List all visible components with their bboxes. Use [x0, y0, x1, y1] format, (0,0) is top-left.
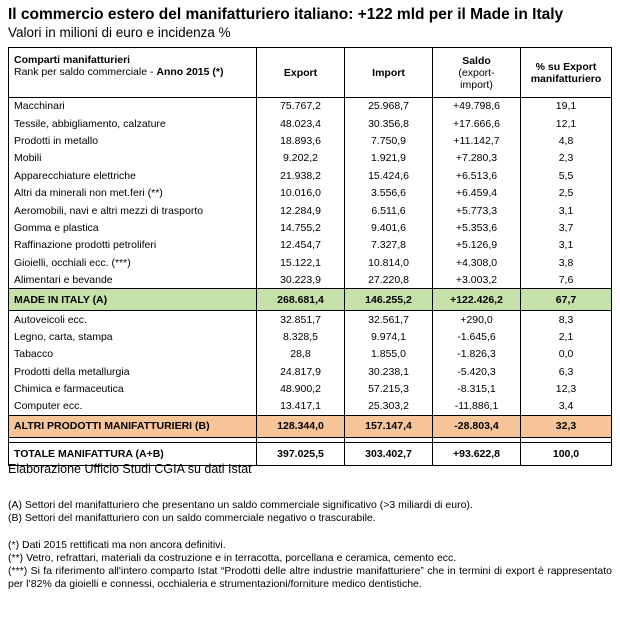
table-row: [9, 115, 612, 132]
table-cell-name: Macchinari: [9, 98, 257, 115]
table-cell-saldo: +5.773,3: [433, 202, 521, 219]
table-row: [9, 219, 612, 236]
table-cell-export: 12.454,7: [257, 237, 345, 254]
table-cell-pct: 8,3: [521, 311, 612, 328]
table-cell-saldo: -1.645,6: [433, 328, 521, 345]
table-cell-export: 30.223,9: [257, 271, 345, 288]
page-title: Il commercio estero del manifatturiero italiano: +122 mld per il Made in Italy: [8, 6, 564, 23]
table-cell-name: Autoveicoli ecc.: [9, 311, 257, 328]
made-in-italy-total-row: [9, 289, 612, 311]
header-saldo-sub1: (export-: [458, 66, 495, 79]
table-cell-export: 24.817,9: [257, 363, 345, 380]
table-cell-export: 8.328,5: [257, 328, 345, 345]
table-cell-saldo: +5.126,9: [433, 237, 521, 254]
header-year-label: Anno 2015 (*): [156, 66, 224, 78]
table-cell-export: 397.025,5: [257, 442, 345, 465]
header-pct: [521, 48, 612, 98]
table-cell-import: 10.814,0: [345, 254, 433, 271]
table-cell-name: TOTALE MANIFATTURA (A+B): [9, 442, 257, 465]
table-cell-name: Tessile, abbigliamento, calzature: [9, 115, 257, 132]
table-cell-export: 10.016,0: [257, 184, 345, 201]
table-cell-pct: 3,8: [521, 254, 612, 271]
table-cell-pct: 3,1: [521, 202, 612, 219]
table-cell-name: MADE IN ITALY (A): [9, 289, 257, 311]
table-cell-export: 9.202,2: [257, 150, 345, 167]
table-cell-pct: 3,7: [521, 219, 612, 236]
table-cell-import: 25.968,7: [345, 98, 433, 115]
table-cell-import: 15.424,6: [345, 167, 433, 184]
table-cell-pct: 2,3: [521, 150, 612, 167]
table-cell-export: 13.417,1: [257, 398, 345, 415]
table-row: [9, 271, 612, 288]
table-cell-name: Mobili: [9, 150, 257, 167]
header-pct-line2: manifatturiero: [530, 72, 602, 85]
table-row: [9, 254, 612, 271]
table-cell-pct: 12,1: [521, 115, 612, 132]
table-cell-export: 14.755,2: [257, 219, 345, 236]
table-cell-name: Gomma e plastica: [9, 219, 257, 236]
table-cell-export: 32.851,7: [257, 311, 345, 328]
table-cell-name: Legno, carta, stampa: [9, 328, 257, 345]
table-cell-import: 9.974,1: [345, 328, 433, 345]
table-cell-import: 303.402,7: [345, 442, 433, 465]
table-row: [9, 346, 612, 363]
table-cell-name: Apparecchiature elettriche: [9, 167, 257, 184]
table-cell-name: Computer ecc.: [9, 398, 257, 415]
table-cell-pct: 4,8: [521, 132, 612, 149]
table-cell-saldo: +6.459,4: [433, 184, 521, 201]
table-row: [9, 363, 612, 380]
table-cell-name: Chimica e farmaceutica: [9, 380, 257, 397]
table-cell-export: 48.023,4: [257, 115, 345, 132]
table-cell-name: Tabacco: [9, 346, 257, 363]
table-cell-pct: 67,7: [521, 289, 612, 311]
made-in-italy-rows: [9, 98, 612, 289]
table-cell-pct: 7,6: [521, 271, 612, 288]
table-header-row: [9, 48, 612, 98]
header-sector-subtitle: [14, 66, 251, 78]
table-cell-saldo: -11.886,1: [433, 398, 521, 415]
table-cell-name: Prodotti in metallo: [9, 132, 257, 149]
other-total-row: [9, 415, 612, 437]
table-row: [9, 132, 612, 149]
table-cell-saldo: +290,0: [433, 311, 521, 328]
footnotes: [8, 539, 612, 591]
table-cell-import: 30.238,1: [345, 363, 433, 380]
table-cell-pct: 2,1: [521, 328, 612, 345]
table-cell-name: Gioielli, occhiali ecc. (***): [9, 254, 257, 271]
table-cell-saldo: +93.622,8: [433, 442, 521, 465]
table-cell-pct: 19,1: [521, 98, 612, 115]
footnote-star2: (**) Vetro, refrattari, materiali da costruzione e in terracotta, porcellana e ceramica, cemento ecc.: [8, 552, 457, 564]
table-cell-saldo: +4.308,0: [433, 254, 521, 271]
table-cell-import: 157.147,4: [345, 415, 433, 437]
table-cell-import: 146.255,2: [345, 289, 433, 311]
table-cell-name: Alimentari e bevande: [9, 271, 257, 288]
table-cell-name: Aeromobili, navi e altri mezzi di trasporto: [9, 202, 257, 219]
table-cell-saldo: +6.513,6: [433, 167, 521, 184]
footnote-star3: (***) Si fa riferimento all'intero comparto Istat “Prodotti delle altre industrie manifatturiere” che in termini di export è rappresentato per l’82% da gioielli e connessi, occhialeria e strumentazioni/forniture medico dentistiche.: [8, 565, 612, 590]
table-row: [9, 237, 612, 254]
legend-notes: [8, 499, 612, 525]
table-cell-name: Altri da minerali non met.feri (**): [9, 184, 257, 201]
table-cell-export: 48.900,2: [257, 380, 345, 397]
table-cell-export: 28,8: [257, 346, 345, 363]
header-rank-label: Rank per saldo commerciale -: [14, 66, 157, 78]
header-saldo-title: Saldo: [462, 54, 491, 67]
table-row: [9, 311, 612, 328]
table-cell-saldo: +122.426,2: [433, 289, 521, 311]
header-saldo-sub2: import): [460, 78, 493, 91]
table-cell-pct: 12,3: [521, 380, 612, 397]
table-cell-import: 3.556,6: [345, 184, 433, 201]
table-cell-import: 32.561,7: [345, 311, 433, 328]
table-row: [9, 98, 612, 115]
table-cell-import: 1.855,0: [345, 346, 433, 363]
table-cell-export: 12.284,9: [257, 202, 345, 219]
header-export: Export: [257, 48, 345, 98]
table-cell-pct: 3,4: [521, 398, 612, 415]
table-cell-import: 25.303,2: [345, 398, 433, 415]
note-b: (B) Settori del manifatturiero con un saldo commerciale negativo o trascurabile.: [8, 512, 376, 524]
table-cell-import: 9.401,6: [345, 219, 433, 236]
table-cell-import: 30.356,8: [345, 115, 433, 132]
table-cell-export: 21.938,2: [257, 167, 345, 184]
table-cell-pct: 32,3: [521, 415, 612, 437]
table-cell-pct: 6,3: [521, 363, 612, 380]
header-sector-title: Comparti manifatturieri: [14, 54, 131, 66]
note-a: (A) Settori del manifatturiero che presentano un saldo commerciale significativo (>3 miliardi di euro).: [8, 499, 473, 511]
table-cell-export: 15.122,1: [257, 254, 345, 271]
table-cell-saldo: -8.315,1: [433, 380, 521, 397]
table-row: [9, 328, 612, 345]
trade-table: [8, 47, 612, 466]
table-cell-saldo: +5.353,6: [433, 219, 521, 236]
table-cell-saldo: -1.826,3: [433, 346, 521, 363]
table-row: [9, 167, 612, 184]
table-cell-import: 7.327,8: [345, 237, 433, 254]
header-sector: [9, 48, 257, 98]
table-row: [9, 398, 612, 415]
table-cell-import: 57.215,3: [345, 380, 433, 397]
footnote-star1: (*) Dati 2015 rettificati ma non ancora definitivi.: [8, 539, 226, 551]
table-cell-saldo: +11.142,7: [433, 132, 521, 149]
page-subtitle: Valori in milioni di euro e incidenza %: [8, 25, 231, 40]
table-cell-pct: 2,5: [521, 184, 612, 201]
table-cell-pct: 100,0: [521, 442, 612, 465]
table-cell-name: ALTRI PRODOTTI MANIFATTURIERI (B): [9, 415, 257, 437]
table-cell-import: 6.511,6: [345, 202, 433, 219]
table-cell-saldo: +49.798,6: [433, 98, 521, 115]
table-cell-name: Raffinazione prodotti petroliferi: [9, 237, 257, 254]
table-cell-export: 268.681,4: [257, 289, 345, 311]
header-saldo: [433, 48, 521, 98]
table-cell-saldo: +7.280,3: [433, 150, 521, 167]
table-cell-saldo: -28.803,4: [433, 415, 521, 437]
header-pct-line1: % su Export: [535, 60, 597, 73]
header-import: Import: [345, 48, 433, 98]
table-cell-export: 18.893,6: [257, 132, 345, 149]
table-cell-export: 75.767,2: [257, 98, 345, 115]
table-cell-export: 128.344,0: [257, 415, 345, 437]
table-row: [9, 202, 612, 219]
table-row: [9, 380, 612, 397]
source-note: Elaborazione Ufficio Studi CGIA su dati Istat: [8, 462, 252, 476]
table-row: [9, 150, 612, 167]
table-cell-import: 1.921,9: [345, 150, 433, 167]
table-cell-name: Prodotti della metallurgia: [9, 363, 257, 380]
table-cell-pct: 0,0: [521, 346, 612, 363]
table-row: [9, 184, 612, 201]
table-cell-saldo: -5.420,3: [433, 363, 521, 380]
table-cell-saldo: +17.666,6: [433, 115, 521, 132]
table-cell-saldo: +3.003,2: [433, 271, 521, 288]
table-cell-pct: 3,1: [521, 237, 612, 254]
table-cell-pct: 5,5: [521, 167, 612, 184]
table-cell-import: 7.750,9: [345, 132, 433, 149]
table-cell-import: 27.220,8: [345, 271, 433, 288]
other-rows: [9, 311, 612, 415]
